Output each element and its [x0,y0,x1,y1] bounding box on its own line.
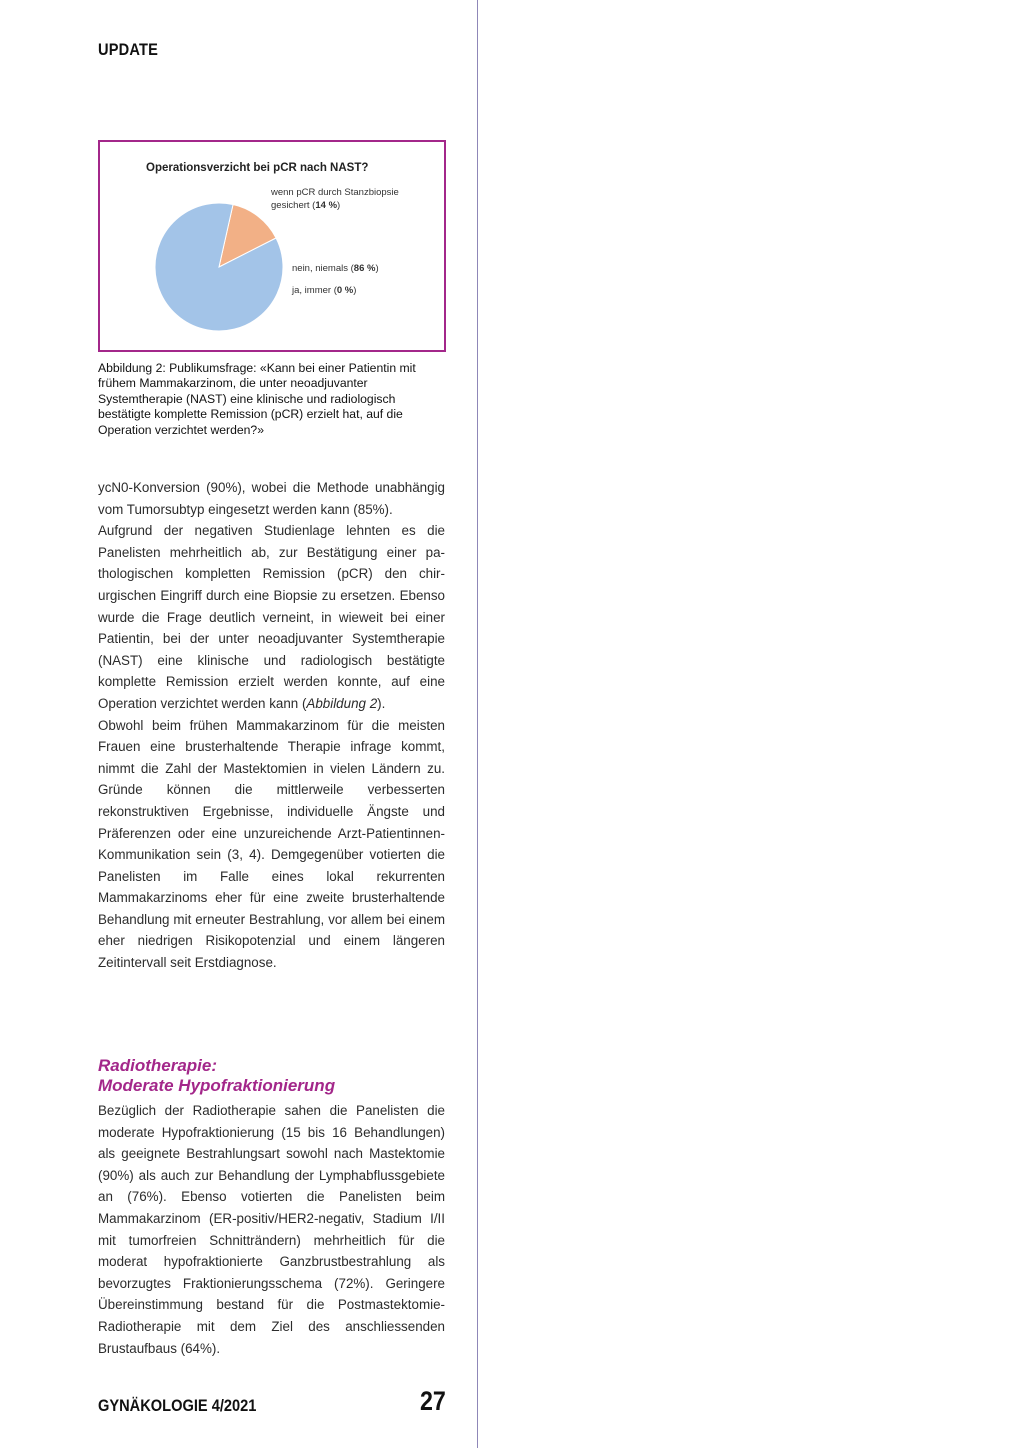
section-heading-line2: Moderate Hypofraktionierung [98,1076,336,1095]
column-divider [477,0,478,1448]
body-column-bottom [98,1100,445,1359]
paragraph-1: ycN0-Konversion (90%), wobei die Methode unabhängig vom Tumorsubtyp eingesetzt werden kann (85%). [98,480,445,517]
legend-label-stanzbiopsie-line2: gesichert (14 %) [271,200,341,211]
pie-chart-svg [100,142,444,350]
paragraph-2 [98,520,445,714]
paragraph-2-text: Aufgrund der negativen Studienlage lehnten es die Panelisten mehrheitlich ab, zur Bestätigung einer pathologischen kompletten Remission (pCR) den chirurgischen Eingriff durch eine Biopsie zu ersetzen. Ebenso wurde die Frage deutlich verneint, in wieweit bei einer Patientin, bei der unter neoadjuvanter Systemtherapie (NAST) eine klinische und radiologisch bestätigte komplette Remission erzielt werden konnte, auf eine Operation verzichtet werden kann ( [98,523,445,711]
data-label-0: 0 % [336,285,354,296]
body-column-top [98,477,445,974]
section-heading [98,1056,445,1096]
paragraph-3: Obwohl beim frühen Mammakarzinom für die meisten Frauen eine brusterhaltende Therapie infrage kommt, nimmt die Zahl der Mastektomien in vielen Ländern zu. Gründe können die mittlerweile verbesserten rekonstruktiven Ergebnisse, individuelle Ängste und Präferenzen oder eine unzureichende Arzt-Patientinnen-Kommunikation sein (3, 4). Demgegenüber votierten die Panelisten im Falle eines lokal rekurrenten Mammakarzinoms eher für eine zweite brusterhaltende Behandlung mit erneuter Bestrahlung, vor allem bei einem eher niedrigen Risikopotenzial und einem längeren Zeitintervall seit Erstdiagnose. [98,717,445,971]
figure-reference-link: Abbildung 2 [306,695,378,711]
legend-label-immer: ja, immer (0 %) [292,285,357,296]
figure-caption: Abbildung 2: Publikumsfrage: «Kann bei einer Patientin mit frühem Mammakarzinom, die unter neoadjuvanter Systemtherapie (NAST) eine klinische und radiologisch bestätigte komplette Remission (pCR) erzielt hat, auf die Operation verzichtet werden?» [98,361,416,437]
chart-title: Operationsverzicht bei pCR nach NAST? [146,162,369,174]
legend-label-stanzbiopsie-line1: wenn pCR durch Stanzbiopsie [271,187,399,198]
page-number: 27 [420,1386,446,1416]
paragraph-4: Bezüglich der Radiotherapie sahen die Panelisten die moderate Hypofraktionierung (15 bis 16 Behandlungen) als geeignete Bestrahlungsart sowohl nach Mastektomie (90%) als auch zur Behandlung der Lymphabflussgebiete an (76%). Ebenso votierten die Panelisten beim Mammakarzinom (ER-positiv/HER2-negativ, Stadium I/II mit tumorfreien Schnitträndern) mehrheitlich für die moderat hypofraktionierte Ganzbrustbestrahlung als bevorzugtes Fraktionierungsschema (72%). Geringere Übereinstimmung bestand für die Postmastektomie-Radiotherapie mit dem Ziel des anschliessenden Brustaufbaus (64%). [98,1103,445,1356]
data-label-14: 14 % [315,200,338,211]
section-heading-line1: Radiotherapie: [98,1056,218,1075]
data-label-86: 86 % [353,263,376,274]
legend-label-niemals: nein, niemals (86 %) [292,263,379,274]
paragraph-2-end: ). [377,695,386,711]
section-label: UPDATE [98,40,159,59]
figure-pie-chart [98,140,446,352]
journal-issue: GYNÄKOLOGIE 4/2021 [98,1396,257,1415]
